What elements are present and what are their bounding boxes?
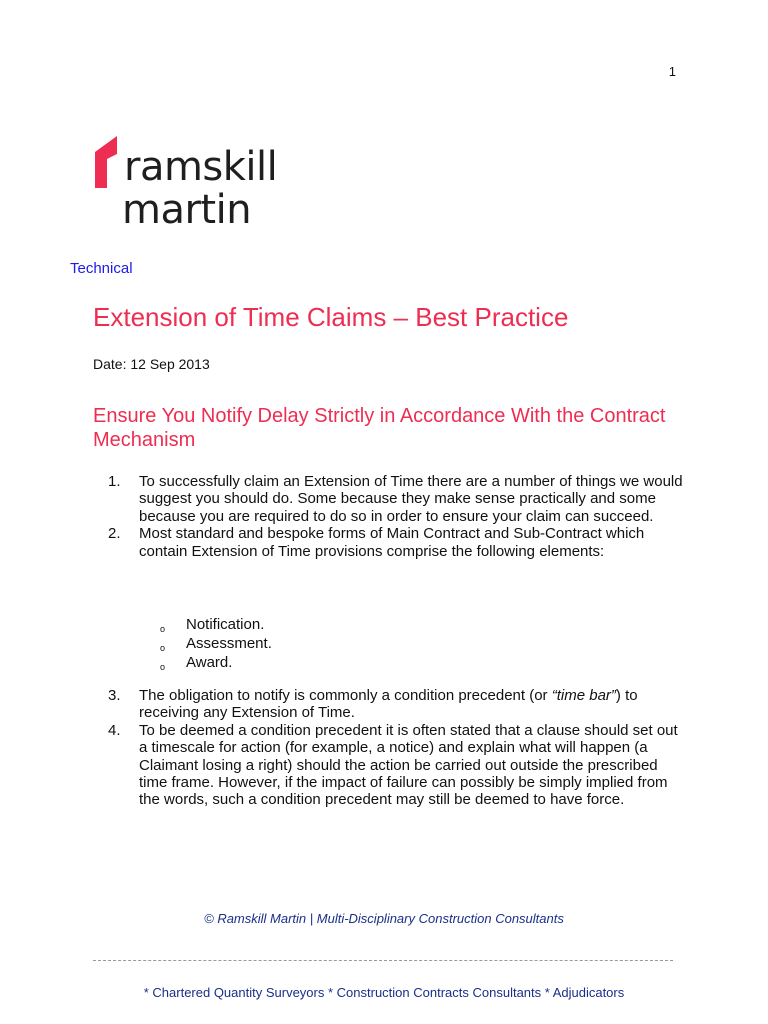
category-label: Technical <box>70 260 133 277</box>
item-text <box>139 687 638 721</box>
list-item <box>160 615 272 634</box>
item-number: 3. <box>108 687 121 704</box>
item-number: 1. <box>108 473 121 490</box>
item-text-part: ) to receiving any Extension of Time. <box>139 687 638 722</box>
page-number: 1 <box>668 64 676 79</box>
list-item <box>160 634 272 653</box>
footer-credit: © Ramskill Martin | Multi-Disciplinary Construction Consultants <box>204 911 564 926</box>
document-title: Extension of Time Claims – Best Practice <box>93 302 569 332</box>
list-item <box>93 722 683 809</box>
publish-date: Date: 12 Sep 2013 <box>93 356 210 372</box>
item-number: 4. <box>108 721 121 739</box>
list-item <box>93 687 683 722</box>
list-item <box>93 473 683 525</box>
list-item <box>93 525 683 560</box>
logo-mark-icon <box>93 132 121 188</box>
bullet-circle-icon: o <box>160 662 166 672</box>
item-text: To successfully claim an Extension of Time there are a number of things we would suggest you should do. Some because they make sense practically and some because you are required to do so in order to ensure your claim can succeed. <box>139 473 683 525</box>
logo-word-martin: martin <box>122 187 252 233</box>
element-text: Award. <box>186 654 233 671</box>
numbered-list <box>93 473 683 560</box>
item-text-part: The obligation to notify is commonly a condition precedent (or <box>139 687 552 704</box>
element-text: Assessment. <box>186 635 272 652</box>
bullet-circle-icon: o <box>160 643 166 653</box>
section-heading: Ensure You Notify Delay Strictly in Accordance With the Contract Mechanism <box>93 405 666 451</box>
footer-divider <box>93 960 673 961</box>
bullet-circle-icon: o <box>160 624 166 634</box>
item-text: Most standard and bespoke forms of Main Contract and Sub-Contract which contain Extension of Time provisions comprise the following elements: <box>139 525 645 560</box>
item-text: To be deemed a condition precedent it is often stated that a clause should set out a timescale for action (for example, a notice) and explain what will happen (a Claimant losing a right) should the action be carried out outside the prescribed time frame. However, if the impact of failure can possibly be simply implied from the words, such a condition precedent may still be deemed to have force. <box>139 721 678 809</box>
elements-list <box>160 615 272 672</box>
time-bar-emphasis: “time bar” <box>551 687 616 704</box>
element-text: Notification. <box>186 616 265 633</box>
numbered-list-continued <box>93 687 683 809</box>
footer-services: * Chartered Quantity Surveyors * Construction Contracts Consultants * Adjudicators <box>143 985 625 1000</box>
list-item <box>160 653 272 672</box>
item-number: 2. <box>108 525 121 543</box>
logo-word-ramskill: ramskill <box>124 144 278 190</box>
company-logo <box>93 130 303 233</box>
